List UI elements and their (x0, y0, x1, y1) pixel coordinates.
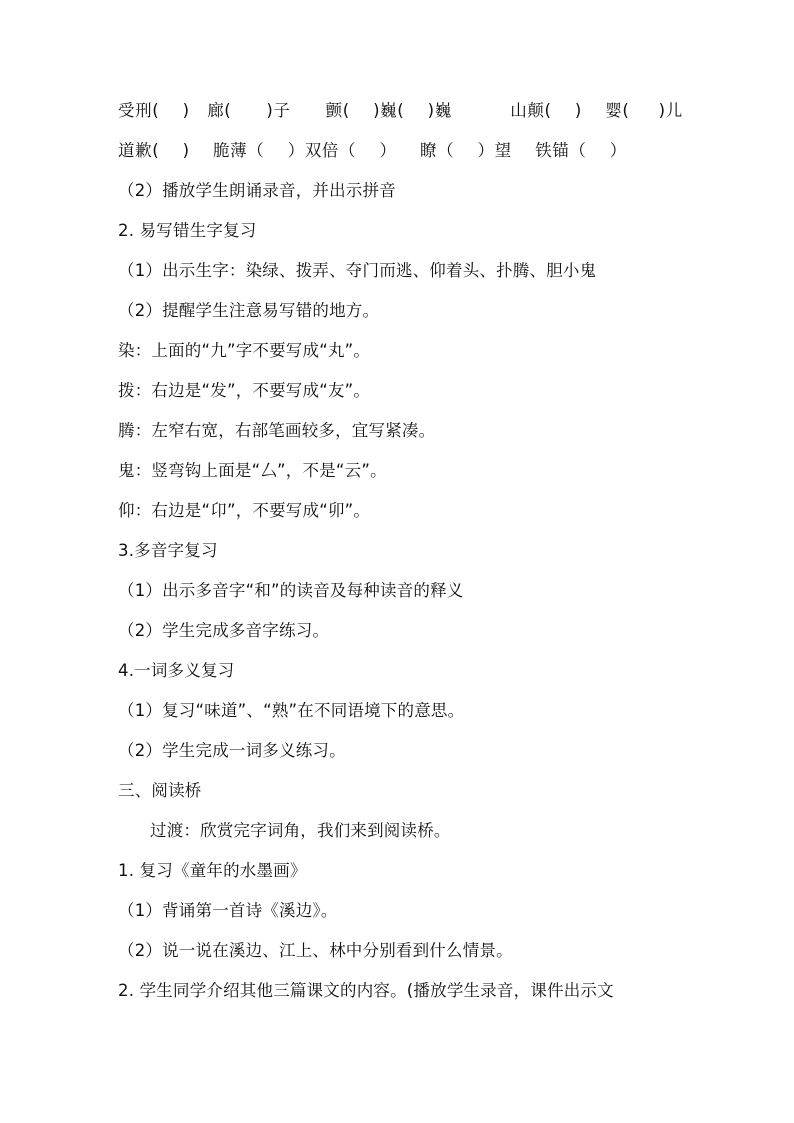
note-ran: 染：上面的“九”字不要写成“丸”。 (118, 341, 371, 360)
section-heading-4: 4.一词多义复习 (118, 661, 235, 680)
step-show-characters: （1）出示生字：染绿、拨弄、夺门而逃、仰着头、扑腾、胆小鬼 (118, 261, 597, 280)
step-remind-students: （2）提醒学生注意易写错的地方。 (118, 301, 380, 320)
step-play-recording: （2）播放学生朗诵录音，并出示拼音 (118, 181, 396, 200)
note-gui: 鬼：竖弯钩上面是“厶”，不是“云”。 (118, 461, 387, 480)
item-review-lesson: 1. 复习《童年的水墨画》 (118, 861, 307, 880)
step-polysemy-exercise: （2）学生完成一词多义练习。 (118, 741, 346, 760)
note-yang: 仰：右边是“卬”，不要写成“卯”。 (118, 501, 371, 520)
item-introduce-other-texts: 2. 学生同学介绍其他三篇课文的内容。(播放学生录音，课件出示文 (118, 981, 614, 1000)
part-heading-reading-bridge: 三、阅读桥 (118, 781, 202, 800)
step-show-polyphone: （1）出示多音字“和”的读音及每种读音的释义 (118, 581, 464, 600)
pinyin-fill-row-1: 受刑( ) 廊( )子 颤( )巍( )巍 山颠( ) 婴( )儿 (118, 101, 683, 120)
step-polyphone-exercise: （2）学生完成多音字练习。 (118, 621, 330, 640)
note-bo: 拨：右边是“发”，不要写成“友”。 (118, 381, 371, 400)
transition-text: 过渡：欣赏完字词角，我们来到阅读桥。 (150, 821, 451, 840)
section-heading-2: 2. 易写错生字复习 (118, 221, 257, 240)
step-recite-poem: （1）背诵第一首诗《溪边》。 (118, 901, 338, 920)
note-teng: 腾：左窄右宽，右部笔画较多，宜写紧凑。 (118, 421, 436, 440)
pinyin-fill-row-2: 道歉( ) 脆薄（ ）双倍（ ） 瞭（ ）望 铁锚（ ） (118, 141, 627, 160)
step-describe-scenes: （2）说一说在溪边、江上、林中分别看到什么情景。 (118, 941, 513, 960)
step-review-meanings: （1）复习“味道”、“熟”在不同语境下的意思。 (118, 701, 465, 720)
section-heading-3: 3.多音字复习 (118, 541, 218, 560)
